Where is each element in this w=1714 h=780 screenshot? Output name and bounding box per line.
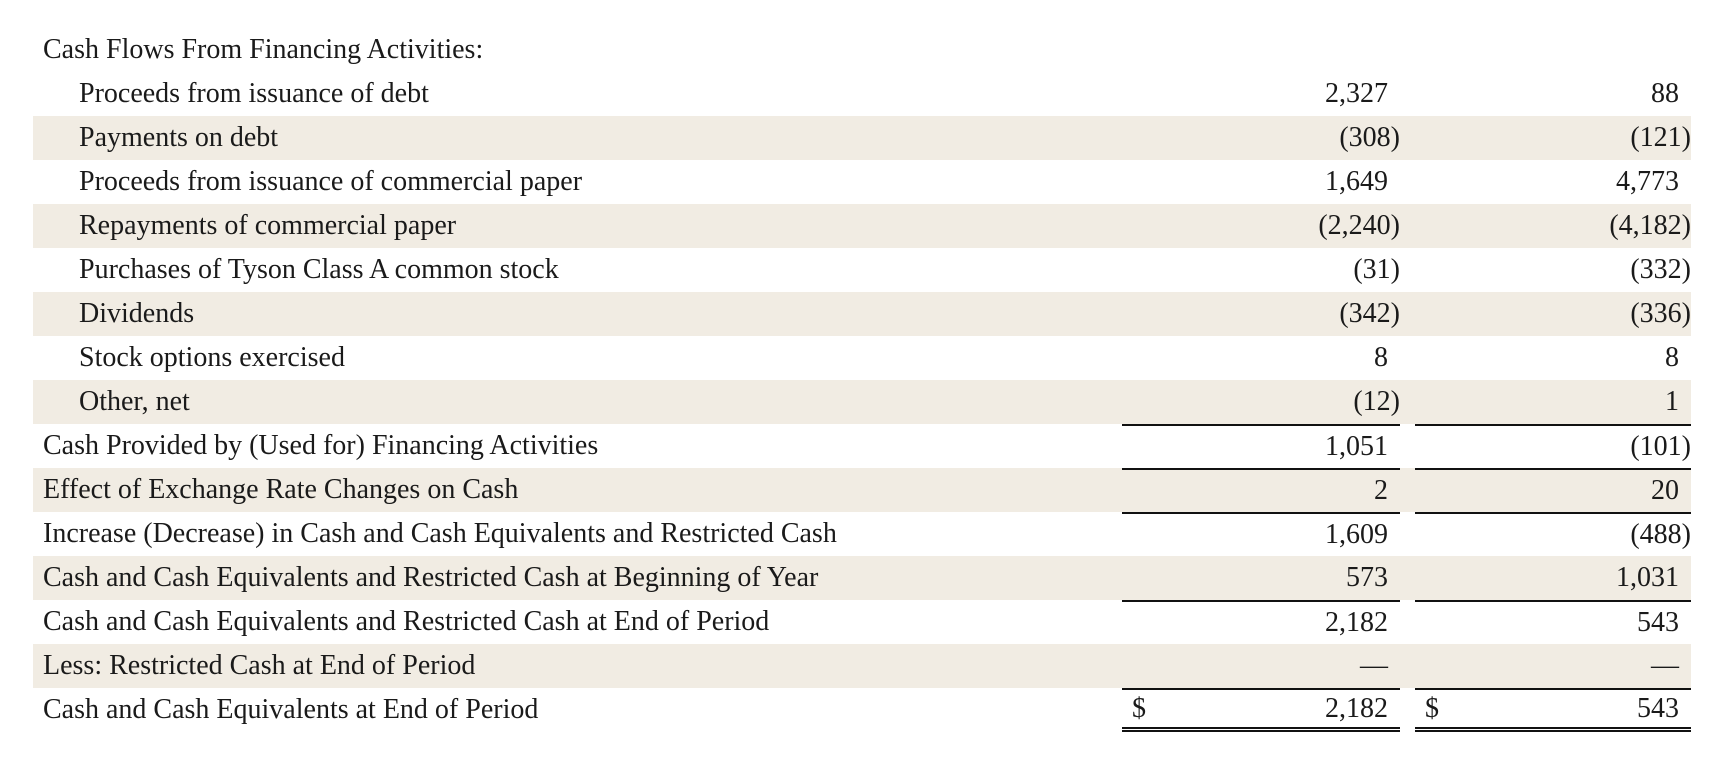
- section-heading: Cash Flows From Financing Activities:: [43, 34, 484, 65]
- prior-period-cell: [1415, 116, 1691, 160]
- line-item-label: Proceeds from issuance of debt: [79, 78, 429, 109]
- prior-period-cell: [1415, 556, 1691, 600]
- table-row: [33, 160, 1691, 204]
- prior-period-cell: [1415, 688, 1691, 732]
- prior-period-amount: 1: [1665, 386, 1679, 417]
- current-period-amount: 2,182: [1325, 692, 1388, 724]
- prior-period-cell: [1415, 72, 1691, 116]
- current-period-cell: [1122, 28, 1400, 72]
- prior-period-cell: [1415, 380, 1691, 424]
- prior-period-cell: [1415, 292, 1691, 336]
- prior-period-cell: [1415, 336, 1691, 380]
- table-row: [33, 380, 1691, 424]
- prior-period-cell: [1415, 600, 1691, 644]
- line-item-label: Repayments of commercial paper: [79, 210, 457, 241]
- current-period-amount: (342): [1339, 298, 1400, 329]
- current-period-amount: —: [1360, 650, 1388, 681]
- table-row: [33, 600, 1691, 644]
- table-row: [33, 688, 1691, 732]
- table-row: [33, 512, 1691, 556]
- current-period-cell: [1122, 160, 1400, 204]
- current-period-amount: 573: [1346, 562, 1388, 593]
- prior-period-amount: (332): [1630, 254, 1691, 285]
- table-row: [33, 644, 1691, 688]
- prior-period-amount: —: [1651, 650, 1679, 681]
- subtotal-label: Less: Restricted Cash at End of Period: [43, 650, 476, 681]
- prior-period-cell: [1415, 512, 1691, 556]
- prior-period-amount: (101): [1630, 431, 1691, 462]
- prior-period-amount: 1,031: [1616, 562, 1679, 593]
- currency-symbol: $: [1132, 692, 1146, 724]
- current-period-cell: [1122, 688, 1400, 732]
- current-period-amount: 8: [1374, 342, 1388, 373]
- line-item-label: Dividends: [79, 298, 195, 329]
- current-period-cell: [1122, 292, 1400, 336]
- table-row: [33, 72, 1691, 116]
- subtotal-label: Increase (Decrease) in Cash and Cash Equivalents and Restricted Cash: [43, 518, 837, 549]
- current-period-amount: 1,051: [1325, 431, 1388, 462]
- prior-period-amount: 543: [1637, 607, 1679, 638]
- current-period-cell: [1122, 248, 1400, 292]
- current-period-amount: 2,182: [1325, 607, 1388, 638]
- current-period-amount: 1,649: [1325, 166, 1388, 197]
- prior-period-cell: [1415, 644, 1691, 688]
- prior-period-amount: (4,182): [1609, 210, 1691, 241]
- current-period-cell: [1122, 116, 1400, 160]
- current-period-cell: [1122, 424, 1400, 468]
- current-period-amount: (308): [1339, 122, 1400, 153]
- table-row: [33, 468, 1691, 512]
- table-row: [33, 424, 1691, 468]
- subtotal-label: Cash and Cash Equivalents and Restricted Cash at End of Period: [43, 606, 770, 637]
- prior-period-amount: 4,773: [1616, 166, 1679, 197]
- cash-flow-financing-table: [33, 28, 1691, 732]
- prior-period-cell: [1415, 468, 1691, 512]
- current-period-amount: 1,609: [1325, 519, 1388, 550]
- table-row: [33, 204, 1691, 248]
- prior-period-cell: [1415, 28, 1691, 72]
- line-item-label: Purchases of Tyson Class A common stock: [79, 254, 559, 285]
- current-period-cell: [1122, 556, 1400, 600]
- prior-period-cell: [1415, 424, 1691, 468]
- current-period-cell: [1122, 512, 1400, 556]
- table-row: [33, 336, 1691, 380]
- prior-period-cell: [1415, 248, 1691, 292]
- prior-period-amount: 88: [1651, 78, 1679, 109]
- current-period-cell: [1122, 336, 1400, 380]
- line-item-label: Payments on debt: [79, 122, 279, 153]
- current-period-amount: (31): [1353, 254, 1400, 285]
- table-row: [33, 556, 1691, 600]
- prior-period-amount: (121): [1630, 122, 1691, 153]
- currency-symbol: $: [1425, 692, 1439, 724]
- current-period-cell: [1122, 72, 1400, 116]
- line-item-label: Proceeds from issuance of commercial paper: [79, 166, 583, 197]
- current-period-cell: [1122, 600, 1400, 644]
- table-row: [33, 292, 1691, 336]
- current-period-amount: (12): [1353, 386, 1400, 417]
- current-period-cell: [1122, 644, 1400, 688]
- subtotal-label: Cash and Cash Equivalents at End of Period: [43, 694, 539, 725]
- line-item-label: Stock options exercised: [79, 342, 345, 373]
- prior-period-cell: [1415, 204, 1691, 248]
- line-item-label: Other, net: [79, 386, 190, 417]
- subtotal-label: Effect of Exchange Rate Changes on Cash: [43, 474, 519, 505]
- subtotal-label: Cash and Cash Equivalents and Restricted Cash at Beginning of Year: [43, 562, 819, 593]
- prior-period-amount: (488): [1630, 519, 1691, 550]
- current-period-cell: [1122, 204, 1400, 248]
- prior-period-amount: 543: [1637, 692, 1679, 724]
- current-period-amount: 2,327: [1325, 78, 1388, 109]
- current-period-amount: 2: [1374, 475, 1388, 506]
- subtotal-label: Cash Provided by (Used for) Financing Activities: [43, 430, 599, 461]
- table-row: [33, 248, 1691, 292]
- current-period-amount: (2,240): [1318, 210, 1400, 241]
- prior-period-cell: [1415, 160, 1691, 204]
- current-period-cell: [1122, 380, 1400, 424]
- current-period-cell: [1122, 468, 1400, 512]
- prior-period-amount: (336): [1630, 298, 1691, 329]
- prior-period-amount: 8: [1665, 342, 1679, 373]
- table-row: [33, 28, 1691, 72]
- prior-period-amount: 20: [1651, 475, 1679, 506]
- table-row: [33, 116, 1691, 160]
